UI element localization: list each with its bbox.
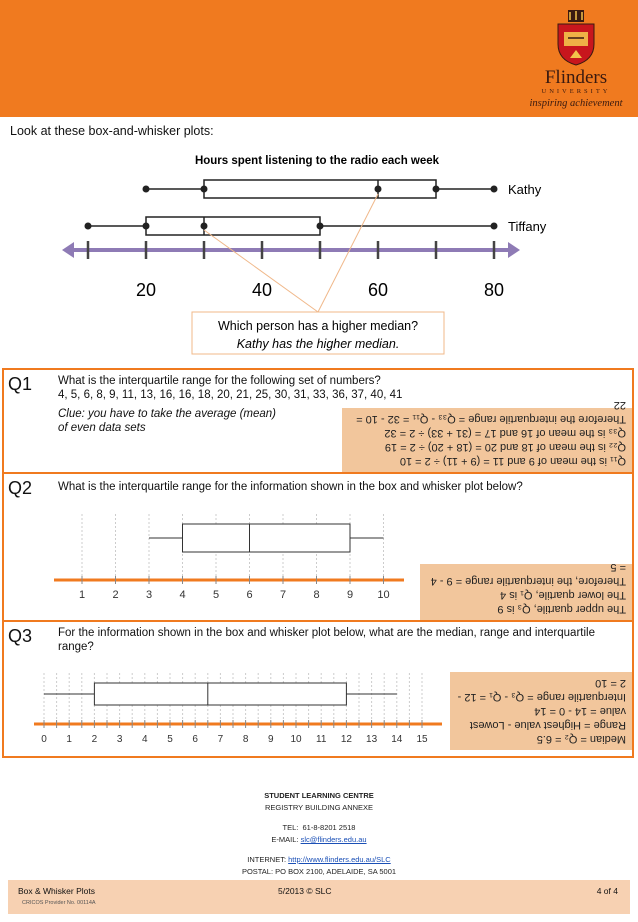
intro-text: Look at these box-and-whisker plots: bbox=[10, 124, 214, 138]
tick-label: 15 bbox=[416, 734, 428, 745]
answer-line: The lower quartile, Q₁ is 4 bbox=[500, 589, 626, 601]
data-point bbox=[375, 186, 382, 193]
cricos-number: CRICOS Provider No. 00114A bbox=[22, 900, 96, 906]
series-label: Kathy bbox=[508, 182, 542, 197]
tick-label: 13 bbox=[366, 734, 378, 745]
tick-label: 20 bbox=[135, 280, 157, 300]
tick-label: 3 bbox=[145, 589, 153, 601]
answer-line: value = 14 - 0 = 14 bbox=[534, 705, 626, 717]
question-1-label: Q1 bbox=[8, 374, 33, 394]
question-2-section bbox=[2, 474, 634, 622]
question-1-answer bbox=[342, 399, 632, 472]
footer-bar bbox=[8, 880, 630, 914]
tick-label: 2 bbox=[91, 734, 98, 745]
tick-label: 14 bbox=[391, 734, 403, 745]
crest-icon bbox=[556, 8, 596, 66]
tick-label: 1 bbox=[78, 589, 86, 601]
question-3-line-2: range? bbox=[58, 641, 94, 653]
question-2-box-plot bbox=[48, 508, 408, 608]
arrow-left-icon bbox=[62, 242, 74, 258]
building-name: REGISTRY BUILDING ANNEXE bbox=[264, 803, 374, 812]
data-point bbox=[317, 223, 324, 230]
data-point bbox=[491, 186, 498, 193]
tick-label: 40 bbox=[251, 280, 273, 300]
question-1-numbers: 4, 5, 6, 8, 9, 11, 13, 16, 16, 18, 20, 21, 25, 30, 31, 33, 36, 37, 40, 41 bbox=[58, 389, 403, 401]
tick-label: 80 bbox=[483, 280, 505, 300]
tick-label: 5 bbox=[212, 589, 220, 601]
postal-value: PO BOX 2100, ADELAIDE, SA 5001 bbox=[275, 867, 397, 876]
internet bbox=[0, 854, 638, 866]
page-number: 4 of 4 bbox=[596, 886, 618, 896]
tick-label: 6 bbox=[192, 734, 198, 745]
series-label: Tiffany bbox=[508, 219, 547, 234]
tick-label: 3 bbox=[116, 734, 123, 745]
answer-line: Therefore, the interquartile range = 9 - 4 bbox=[430, 575, 626, 587]
question-3-label: Q3 bbox=[8, 626, 33, 646]
tick-label: 6 bbox=[246, 589, 253, 601]
brand-tagline: inspiring achievement bbox=[529, 98, 623, 109]
tick-label: 7 bbox=[279, 589, 287, 601]
data-point bbox=[143, 186, 150, 193]
email-label: E-MAIL: bbox=[271, 835, 299, 844]
tick-label: 8 bbox=[242, 734, 249, 745]
tick-label: 0 bbox=[41, 734, 47, 745]
callout-question: Which person has a higher median? bbox=[217, 319, 419, 333]
answer-line: = 5 bbox=[610, 561, 626, 573]
internet-link[interactable]: http://www.flinders.edu.au/SLC bbox=[288, 855, 391, 864]
tick-label: 10 bbox=[377, 589, 390, 601]
question-2-answer bbox=[420, 561, 632, 620]
iqr-box bbox=[146, 217, 320, 235]
data-point bbox=[201, 186, 208, 193]
clue-line-2: of even data sets bbox=[58, 422, 146, 434]
tick-label: 9 bbox=[346, 589, 354, 601]
answer-line: Median = Q₂ = 6.5 bbox=[536, 733, 626, 745]
internet-label: INTERNET: bbox=[247, 855, 287, 864]
university-label: UNIVERSITY bbox=[541, 88, 611, 95]
tick-label: 7 bbox=[217, 734, 224, 745]
question-3-section bbox=[2, 620, 634, 758]
question-3-box-plot bbox=[28, 672, 448, 752]
answer-line: Q₁₁ is the mean of 9 and 11 = (9 + 11) ÷ 2 = 10 bbox=[399, 455, 626, 467]
tick-label: 8 bbox=[313, 589, 320, 601]
tick-label: 11 bbox=[316, 734, 327, 745]
tel-label: TEL: bbox=[282, 823, 299, 832]
tick-label: 12 bbox=[340, 734, 352, 745]
data-point bbox=[143, 223, 150, 230]
iqr-box bbox=[183, 524, 351, 552]
question-1-prompt: What is the interquartile range for the following set of numbers? bbox=[58, 375, 381, 387]
clue-line-1: Clue: you have to take the average (mean) bbox=[58, 408, 276, 420]
question-2-prompt: What is the interquartile range for the information shown in the box and whisker plot below? bbox=[58, 481, 523, 493]
question-3-answer bbox=[450, 672, 632, 750]
question-3-line-1: For the information shown in the box and whisker plot below, what are the median, range and interquartile bbox=[58, 627, 595, 639]
question-3-prompt bbox=[58, 626, 595, 654]
question-1-section bbox=[2, 368, 634, 474]
arrow-right-icon bbox=[508, 242, 520, 258]
email-link[interactable]: slc@flinders.edu.au bbox=[300, 835, 367, 844]
answer-line: Interquartile range = Q₃ - Q₁ = 12 - bbox=[457, 691, 626, 703]
postal bbox=[0, 866, 638, 878]
tick-label: 10 bbox=[290, 734, 302, 745]
data-point bbox=[201, 223, 208, 230]
tick-label: 60 bbox=[367, 280, 389, 300]
tick-label: 4 bbox=[142, 734, 148, 745]
answer-line: The upper quartile, Q₃ is 9 bbox=[497, 603, 626, 615]
data-point bbox=[85, 223, 92, 230]
postal-label: POSTAL: bbox=[241, 867, 274, 876]
iqr-box bbox=[204, 180, 436, 198]
footer-date: 5/2013 © SLC bbox=[278, 886, 332, 896]
radio-plot-title: Hours spent listening to the radio each week bbox=[194, 155, 440, 167]
question-2-label: Q2 bbox=[8, 478, 33, 498]
page-header bbox=[0, 0, 638, 117]
answer-line: 2 = 10 bbox=[595, 677, 626, 689]
email bbox=[0, 834, 638, 846]
answer-line: Therefore the interquartile range = Q₃₃ - Q₁₁ = 32 - 10 = 22 bbox=[356, 399, 626, 425]
telephone bbox=[0, 822, 638, 834]
answer-line: Range = Highest value - Lowest bbox=[469, 719, 626, 731]
centre-name: STUDENT LEARNING CENTRE bbox=[264, 791, 374, 800]
tick-label: 9 bbox=[268, 734, 274, 745]
tick-label: 4 bbox=[179, 589, 186, 601]
tel-value: 61-8-8201 2518 bbox=[302, 823, 356, 832]
tick-label: 1 bbox=[66, 734, 72, 745]
contact-block bbox=[0, 790, 638, 878]
data-point bbox=[433, 186, 440, 193]
radio-box-plot bbox=[0, 150, 638, 365]
answer-line: Q₃₃ is the mean of 16 and 17 = (31 + 33) ÷ 2 = 32 bbox=[384, 427, 626, 439]
iqr-box bbox=[94, 683, 346, 705]
tick-label: 2 bbox=[112, 589, 119, 601]
brand-name: Flinders bbox=[544, 67, 608, 88]
footer-title: Box & Whisker Plots bbox=[18, 886, 95, 896]
answer-line: Q₂₂ is the mean of 18 and 20 = (18 + 20) ÷ 2 = 19 bbox=[384, 441, 626, 453]
callout-answer: Kathy has the higher median. bbox=[236, 337, 400, 351]
data-point bbox=[491, 223, 498, 230]
flinders-logo bbox=[520, 6, 632, 112]
tick-label: 5 bbox=[167, 734, 173, 745]
